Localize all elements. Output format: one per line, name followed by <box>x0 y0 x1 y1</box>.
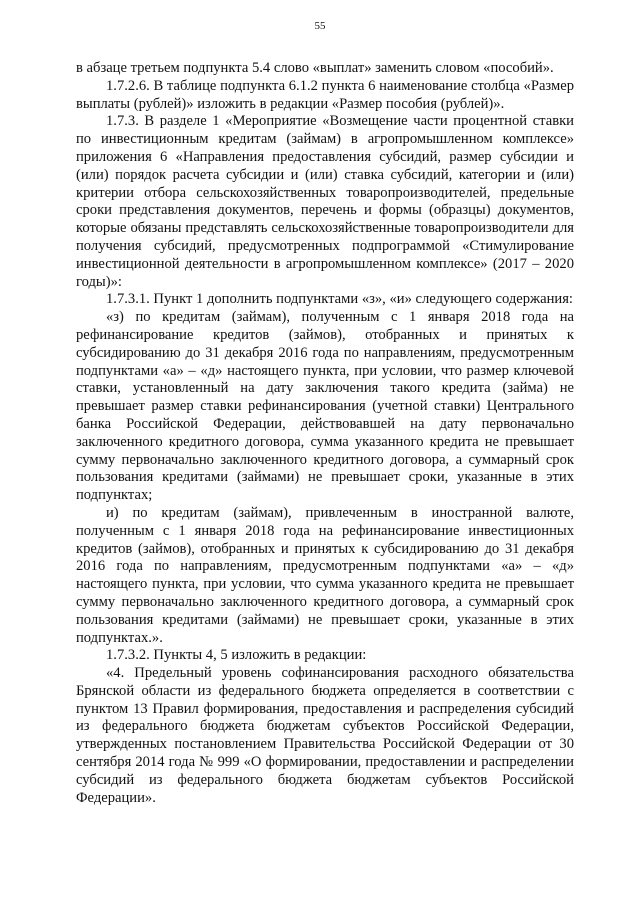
paragraph: 1.7.2.6. В таблице подпункта 6.1.2 пункта 6 наименование столбца «Размер выплаты (рублей)» изложить в редакции «Размер пособия (рублей)». <box>76 77 574 112</box>
page-number: 55 <box>314 20 326 32</box>
paragraph: «4. Предельный уровень софинансирования расходного обязательства Брянской области из федерального бюджета определяется в соответствии с пунктом 13 Правил формирования, предоставления и распределения субсидий из федерального бюджета бюджетам субъектов Российской Федерации, утвержденных постановлением Правительства Российской Федерации от 30 сентября 2014 года № 999 «О формировании, предоставлении и распределении субсидий из федерального бюджета бюджетам субъектов Российской Федерации». <box>76 665 574 806</box>
paragraph: 1.7.3. В разделе 1 «Мероприятие «Возмещение части процентной ставки по инвестиционным кредитам (займам) в агропромышленном комплексе» приложения 6 «Направления предоставления субсидий, размер субсидии и (или) порядок расчета субсидии и (или) ставка субсидий, категории и (или) критерии отбора сельскохозяйственных товаропроизводителей, предельные сроки представления документов, перечень и формы (образцы) документов, которые обязаны представлять сельскохозяйственные товаропроизводители для получения субсидий, предусмотренных подпрограммой «Стимулирование инвестиционной деятельности в агропромышленном комплексе» (2017 – 2020 годы)»: <box>76 113 574 290</box>
document-body <box>76 60 574 807</box>
paragraph: «з) по кредитам (займам), полученным с 1 января 2018 года на рефинансирование кредитов (займов), отобранных и принятых к субсидированию до 31 декабря 2016 года по направлениям, предусмотренным подпунктами «а» – «д» настоящего пункта, при условии, что размер ключевой ставки, установленный на дату заключения такого кредита (займа) не превышает размер ставки рефинансирования (учетной ставки) Центрального банка Российской Федерации, действовавшей на дату первоначально заключенного кредитного договора, сумма указанного кредита не превышает сумму первоначально заключенного кредитного договора, а суммарный срок пользования кредитами (займами) не превышает сроки, указанные в этих подпунктах; <box>76 309 574 504</box>
paragraph: в абзаце третьем подпункта 5.4 слово «выплат» заменить словом «пособий». <box>76 60 554 76</box>
paragraph: 1.7.3.2. Пункты 4, 5 изложить в редакции: <box>106 647 367 664</box>
paragraph: 1.7.3.1. Пункт 1 дополнить подпунктами «з», «и» следующего содержания: <box>106 291 573 308</box>
paragraph: и) по кредитам (займам), привлеченным в иностранной валюте, полученным с 1 января 2018 года на рефинансирование инвестиционных кредитов (займов), отобранных и принятых к субсидированию до 31 декабря 2016 года по направлениям, предусмотренным подпунктами «а» – «д» настоящего пункта, при условии, что сумма указанного кредита не превышает сумму первоначально заключенного кредитного договора, а суммарный срок пользования кредитами (займами) не превышает сроки, указанные в этих подпунктах.». <box>76 504 574 646</box>
